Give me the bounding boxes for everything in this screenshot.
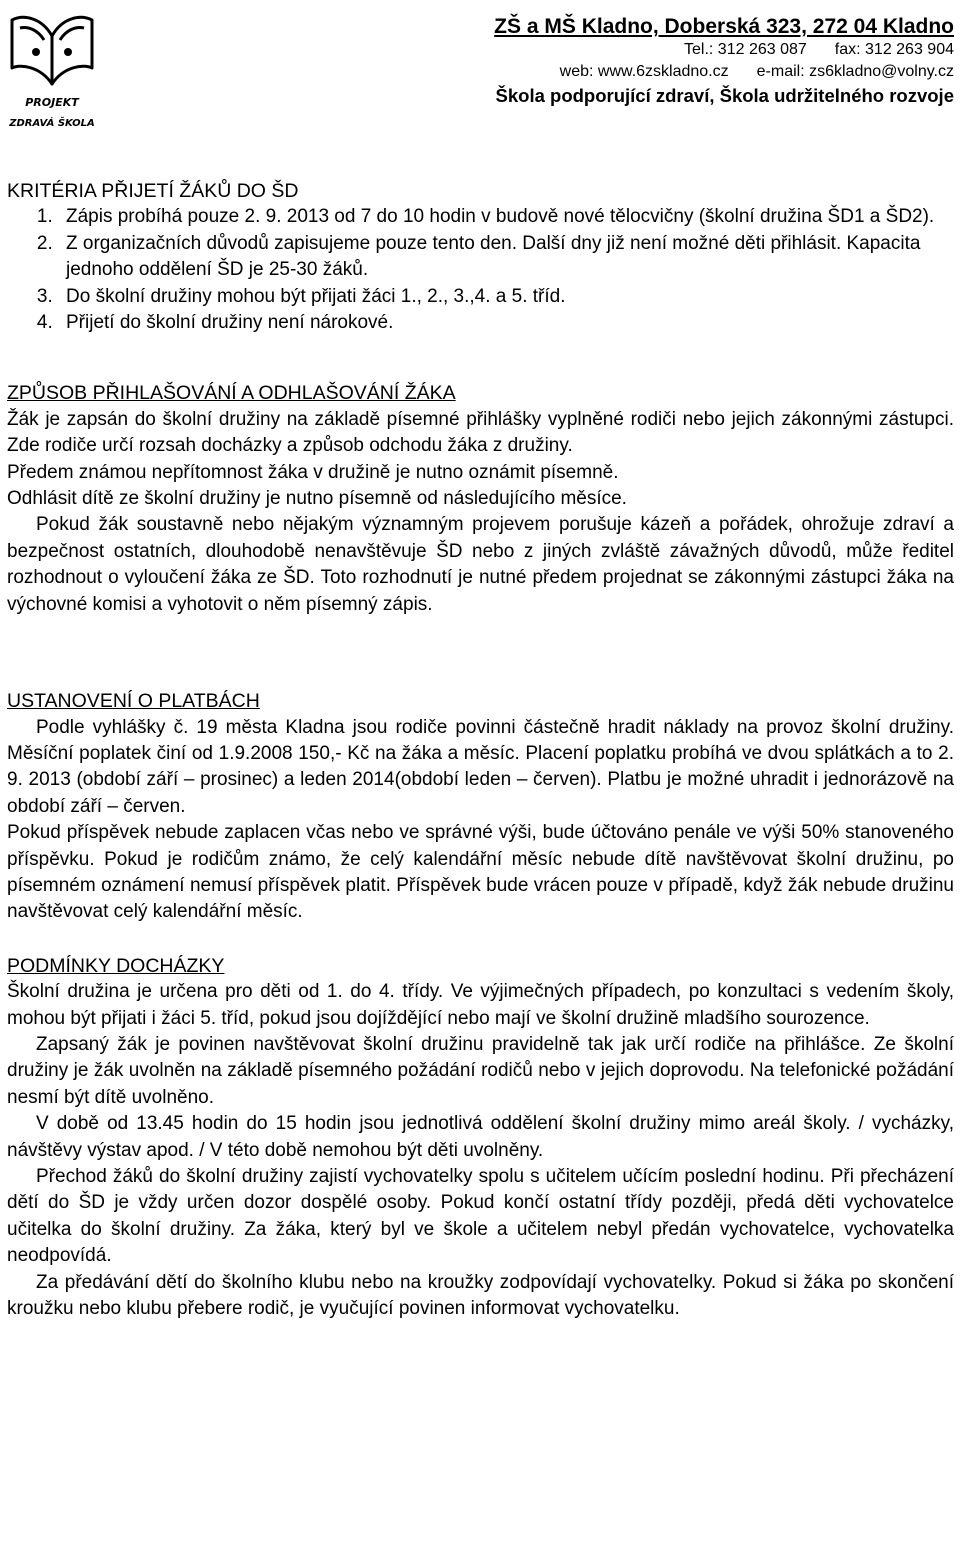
logo-text-1: PROJEKT [25,96,79,109]
registration-heading: ZPŮSOB PŘIHLAŠOVÁNÍ A ODHLAŠOVÁNÍ ŽÁKA [7,382,456,405]
document-body [7,178,954,1322]
list-item: 2. Z organizačních důvodů zapisujeme pouze tento den. Další dny již není možné děti přihlásit. Kapacita jednoho oddělení ŠD je 25-30 žáků. [58,231,954,284]
paragraph: Školní družina je určena pro děti od 1. do 4. třídy. Ve výjimečných případech, po konzultaci s vedením školy, mohou být přijati i žáci 5. tříd, pokud jsou dojíždějící nebo mají ve školní družině mladšího sourozence. [7,981,954,1029]
paragraph: Za předávání dětí do školního klubu nebo na kroužky zodpovídají vychovatelky. Pokud si žáka po skončení kroužku nebo klubu přebere rodič, je vyučující povinen informovat vychovatelku. [7,1271,954,1320]
payments-heading: USTANOVENÍ O PLATBÁCH [7,690,260,713]
paragraph: Odhlásit dítě ze školní družiny je nutno písemně od následujícího měsíce. [7,488,627,510]
paragraph: V době od 13.45 hodin do 15 hodin jsou jednotlivá oddělení školní družiny mimo areál školy. / vycházky, návštěvy výstav apod. / V této době nemohou být děti uvolněny. [7,1113,954,1161]
paragraph: Podle vyhlášky č. 19 města Kladna jsou rodiče povinni částečně hradit náklady na provoz školní družiny. Měsíční poplatek činí od 1.9.2008 150,- Kč na žáka a měsíc. Placení poplatku probíhá ve dvou splátkách a to 2. 9. 2013 (období září – prosinec) a leden 2014(období leden – červen). Platbu je možné uhradit i jednorázově na období září – červen. [7,716,954,817]
paragraph: Pokud příspěvek nebude zaplacen včas nebo ve správné výši, bude účtováno penále ve výši 50% stanoveného příspěvku. Pokud je rodičům známo, že celý kalendářní měsíc nebude dítě navštěvovat školní družinu, po písemném oznámení nemusí příspěvek platit. Příspěvek bude vrácen pouze v případě, když žák nebude družinu navštěvovat celý kalendářní měsíc. [7,822,954,923]
paragraph: Žák je zapsán do školní družiny na základě písemné přihlášky vyplněné rodiči nebo jejich zákonnými zástupci. Zde rodiče určí rozsah docházky a způsob odchodu žáka z družiny. [7,408,954,457]
logo-text-2: ZDRAVÁ ŠKOLA [9,118,95,129]
contact-phone-line [494,39,954,61]
paragraph: Přechod žáků do školní družiny zajistí vychovatelky spolu s učitelem učícím poslední hodinu. Při přecházení dětí do ŠD je vždy určen dozor dospělé osoby. Pokud končí ostatní třídy později, předá děti vychovatelce učitelka do školní družiny. Za žáka, který byl ve škole a učitelem nebyl předán vychovatelce, vychovatelka neodpovídá. [7,1166,954,1267]
paragraph: Předem známou nepřítomnost žáka v družině je nutno oznámit písemně. [7,461,619,483]
fax-number: fax: 312 263 904 [834,41,954,58]
website-link[interactable]: web: www.6zskladno.cz [559,63,729,80]
paragraph: Zapsaný žák je povinen navštěvovat školní družinu pravidelně tak jak určí rodiče na přihlášce. Ze školní družiny je žák uvolněn na základě písemného požádání rodičů nebo v jejich doprovodu. Na telefonické požádání nesmí být dítě uvolněno. [7,1033,954,1108]
email-link[interactable]: e-mail: zs6kladno@volny.cz [756,63,954,80]
list-item: 4. Přijetí do školní družiny není nárokové. [58,310,954,336]
criteria-list [7,204,954,336]
school-motto: Škola podporující zdraví, Škola udržitelného rozvoje [495,85,954,106]
list-item: 3. Do školní družiny mohou být přijati žáci 1., 2., 3.,4. a 5. tříd. [58,284,954,310]
attendance-heading: PODMÍNKY DOCHÁZKY [7,954,225,977]
paragraph: Pokud žák soustavně nebo nějakým významným projevem porušuje kázeň a pořádek, ohrožuje zdraví a bezpečnost ostatních, dlouhodobě nenavštěvuje ŠD nebo z jiných zvláště závažných důvodů, může ředitel rozhodnout o vyloučení žáka ze ŠD. Toto rozhodnutí je nutné předem projednat se zákonnými zástupci žáka na výchovné komisi a vyhotovit o něm písemný zápis. [7,514,954,615]
zdrava-skola-logo [6,6,98,134]
letterhead [494,14,954,109]
phone-number: Tel.: 312 263 087 [684,41,807,58]
contact-web-line [494,61,954,83]
list-item: 1. Zápis probíhá pouze 2. 9. 2013 od 7 do 10 hodin v budově nové tělocvičny (školní družina ŠD1 a ŠD2). [58,204,954,230]
school-address: ZŠ a MŠ Kladno, Doberská 323, 272 04 Kladno [494,15,954,38]
criteria-heading: KRITÉRIA PŘIJETÍ ŽÁKŮ DO ŠD [7,180,299,202]
